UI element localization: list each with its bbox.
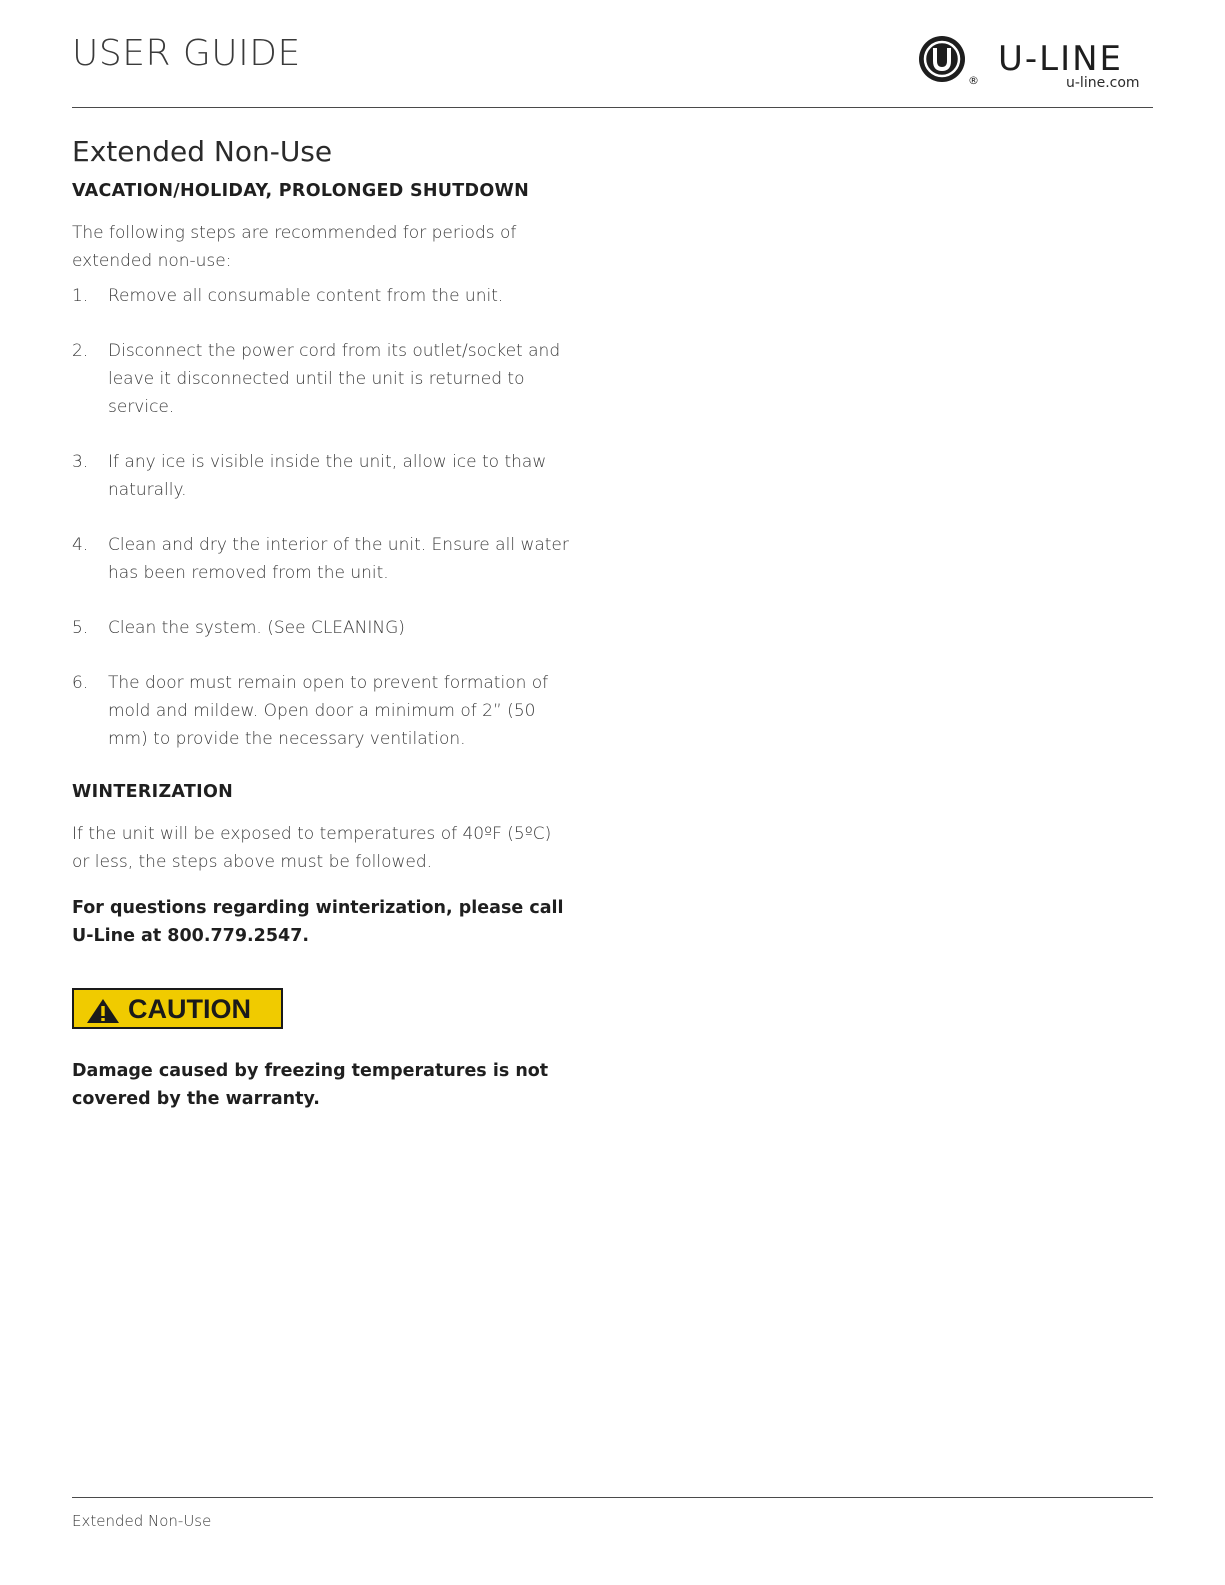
caution-text: Damage caused by freezing temperatures is not covered by the warranty. <box>72 1060 549 1109</box>
step-text: Clean and dry the interior of the unit. Ensure all water has been removed from the unit. <box>108 535 569 584</box>
list-item <box>72 669 572 753</box>
shutdown-steps-list <box>72 282 572 753</box>
list-item <box>72 337 572 421</box>
winterization-contact: For questions regarding winterization, please call U-Line at 800.779.2547. <box>72 897 564 946</box>
step-text: If any ice is visible inside the unit, allow ice to thaw naturally. <box>108 452 547 501</box>
step-number: 3. <box>72 452 89 473</box>
main-content <box>72 134 572 1113</box>
step-number: 6. <box>72 673 89 694</box>
list-item <box>72 282 572 310</box>
step-text: Disconnect the power cord from its outlet/socket and leave it disconnected until the unit is returned to service. <box>108 341 561 418</box>
winterization-heading: WINTERIZATION <box>72 782 234 803</box>
registered-mark: ® <box>968 74 979 87</box>
caution-label-box <box>72 988 283 1029</box>
footer-section-name: Extended Non-Use <box>72 1512 212 1530</box>
step-number: 4. <box>72 535 89 556</box>
logo-wordmark: U-LINE <box>998 39 1124 79</box>
step-text: The door must remain open to prevent formation of mold and mildew. Open door a minimum of 2” (50 mm) to provide the necessary ventilation. <box>108 673 549 750</box>
step-number: 2. <box>72 341 89 362</box>
vacation-heading: VACATION/HOLIDAY, PROLONGED SHUTDOWN <box>72 181 530 202</box>
header-divider <box>72 107 1153 108</box>
u-line-logo-mark-icon <box>918 34 968 86</box>
step-text: Clean the system. (See CLEANING) <box>108 618 405 639</box>
page-header-title: USER GUIDE <box>72 33 301 74</box>
list-item <box>72 448 572 504</box>
caution-label: CAUTION <box>128 993 251 1024</box>
list-item <box>72 531 572 587</box>
footer-divider <box>72 1497 1153 1498</box>
section-title: Extended Non-Use <box>72 135 333 168</box>
list-item <box>72 614 572 642</box>
u-line-logo <box>918 34 1150 96</box>
step-text: Remove all consumable content from the unit. <box>108 286 504 307</box>
vacation-intro: The following steps are recommended for periods of extended non-use: <box>72 223 517 272</box>
step-number: 5. <box>72 618 89 639</box>
winterization-text: If the unit will be exposed to temperatures of 40ºF (5ºC) or less, the steps above must be followed. <box>72 823 552 872</box>
logo-url: u-line.com <box>1066 75 1140 91</box>
warning-triangle-icon <box>86 998 120 1024</box>
step-number: 1. <box>72 286 89 307</box>
